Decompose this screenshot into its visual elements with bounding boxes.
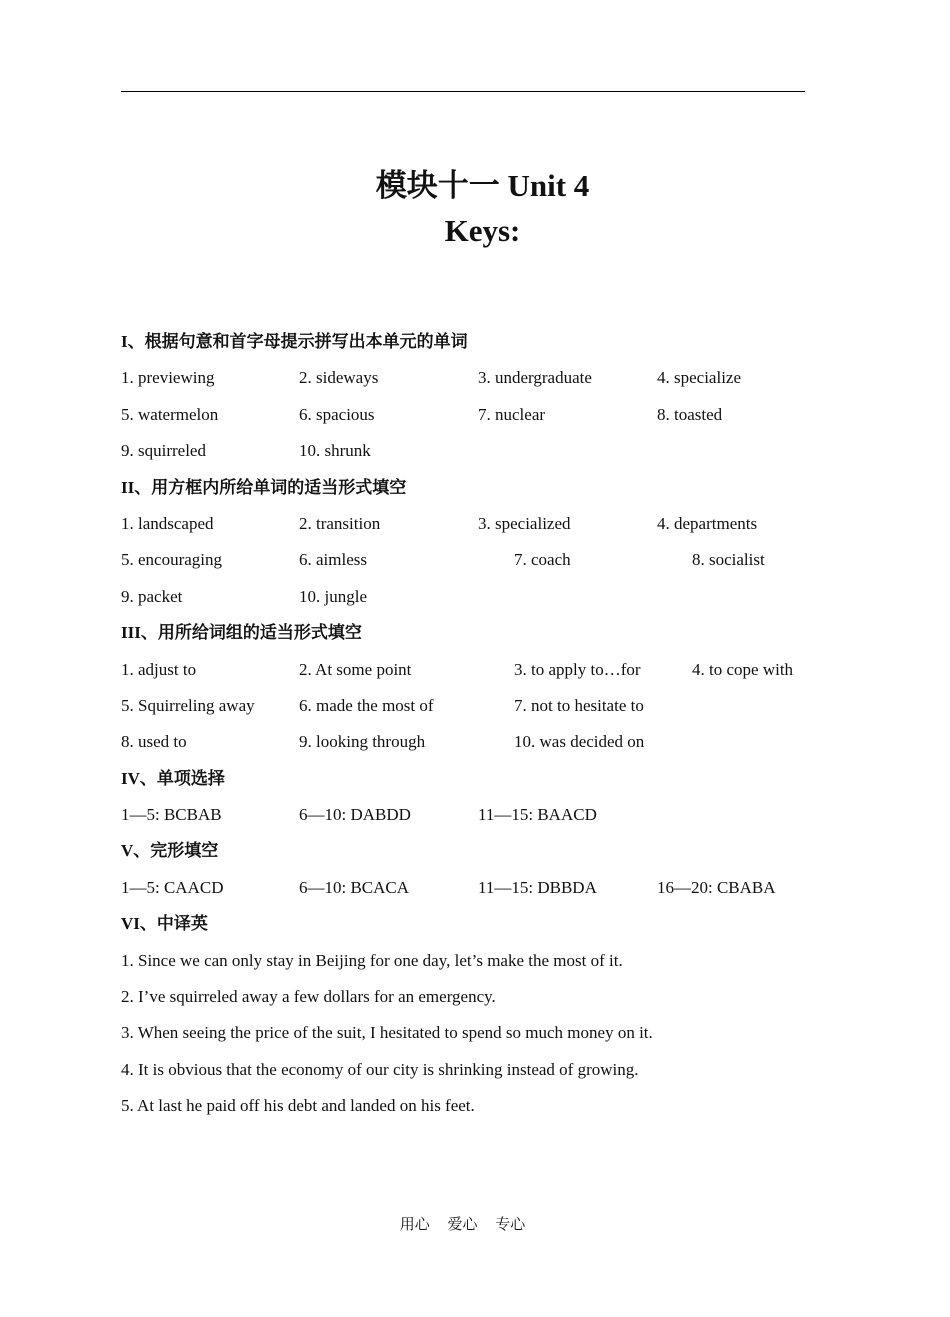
answer-row — [121, 433, 821, 469]
document-subtitle: Keys: — [444, 213, 521, 248]
answer-item: 2. sideways — [299, 368, 379, 388]
answer-item: 8. used to — [121, 732, 187, 752]
answer-item: 5. encouraging — [121, 550, 223, 570]
section-heading: II、用方框内所给单词的适当形式填空 — [121, 477, 407, 497]
answer-row — [121, 397, 821, 433]
translation-line: 2. I’ve squirreled away a few dollars for an emergency. — [121, 987, 496, 1007]
answer-row — [121, 506, 821, 542]
answer-item: 6. made the most of — [299, 695, 434, 715]
answer-row — [121, 724, 821, 760]
answer-item: 1. landscaped — [121, 513, 214, 533]
footer-text: 专心 — [495, 1217, 526, 1233]
answer-row — [121, 870, 821, 906]
answer-item: 8. toasted — [657, 404, 723, 424]
answer-item: 2. At some point — [299, 659, 412, 679]
answer-item: 1—5: BCBAB — [121, 805, 222, 825]
document-title: 模块十一 Unit 4 — [375, 168, 590, 203]
answer-item: 6. aimless — [299, 550, 367, 570]
answer-item: 7. coach — [514, 550, 571, 570]
answer-item: 4. departments — [657, 513, 758, 533]
answer-item: 1. previewing — [121, 368, 215, 388]
footer-text: 爱心 — [447, 1217, 478, 1233]
answer-item: 8. socialist — [692, 550, 765, 570]
translation-line: 5. At last he paid off his debt and landed on his feet. — [121, 1096, 475, 1116]
answer-item: 1. adjust to — [121, 659, 197, 679]
answer-item: 9. packet — [121, 586, 183, 606]
answer-item: 1—5: CAACD — [121, 877, 224, 897]
answer-key-body — [121, 324, 821, 1125]
answer-item: 7. nuclear — [478, 404, 546, 424]
answer-row — [121, 652, 821, 688]
answer-item: 3. to apply to…for — [514, 659, 641, 679]
answer-item: 4. specialize — [657, 368, 742, 388]
answer-item: 11—15: BAACD — [478, 805, 597, 825]
answer-item: 16—20: CBABA — [657, 877, 776, 897]
page-footer — [0, 1213, 925, 1234]
answer-row — [121, 542, 821, 578]
translation-line: 4. It is obvious that the economy of our city is shrinking instead of growing. — [121, 1059, 639, 1079]
answer-item: 11—15: DBBDA — [478, 877, 597, 897]
answer-item: 10. jungle — [299, 586, 367, 606]
answer-item: 5. Squirreling away — [121, 695, 255, 715]
footer-text: 用心 — [399, 1217, 430, 1233]
answer-item: 10. was decided on — [514, 732, 645, 752]
section-heading: I、根据句意和首字母提示拼写出本单元的单词 — [121, 332, 468, 351]
answer-item: 3. undergraduate — [478, 368, 592, 388]
section-heading: V、完形填空 — [121, 841, 219, 861]
answer-item: 3. specialized — [478, 513, 571, 533]
answer-row — [121, 688, 821, 724]
answer-item: 7. not to hesitate to — [514, 695, 644, 715]
translation-line: 3. When seeing the price of the suit, I hesitated to spend so much money on it. — [121, 1023, 653, 1043]
section-heading: III、用所给词组的适当形式填空 — [121, 623, 362, 643]
answer-item: 6. spacious — [299, 404, 375, 424]
answer-item: 5. watermelon — [121, 404, 219, 424]
answer-row — [121, 360, 821, 396]
section-heading: VI、中译英 — [121, 914, 208, 934]
header-rule — [121, 91, 805, 92]
answer-item: 9. squirreled — [121, 441, 206, 461]
answer-item: 6—10: BCACA — [299, 877, 410, 897]
section-heading: IV、单项选择 — [121, 768, 225, 788]
answer-item: 6—10: DABDD — [299, 805, 411, 825]
translation-line: 1. Since we can only stay in Beijing for one day, let’s make the most of it. — [121, 950, 623, 970]
answer-item: 2. transition — [299, 513, 381, 533]
answer-item: 9. looking through — [299, 732, 426, 752]
answer-item: 4. to cope with — [692, 659, 794, 679]
answer-row — [121, 579, 821, 615]
answer-row — [121, 797, 821, 833]
answer-item: 10. shrunk — [299, 441, 371, 461]
